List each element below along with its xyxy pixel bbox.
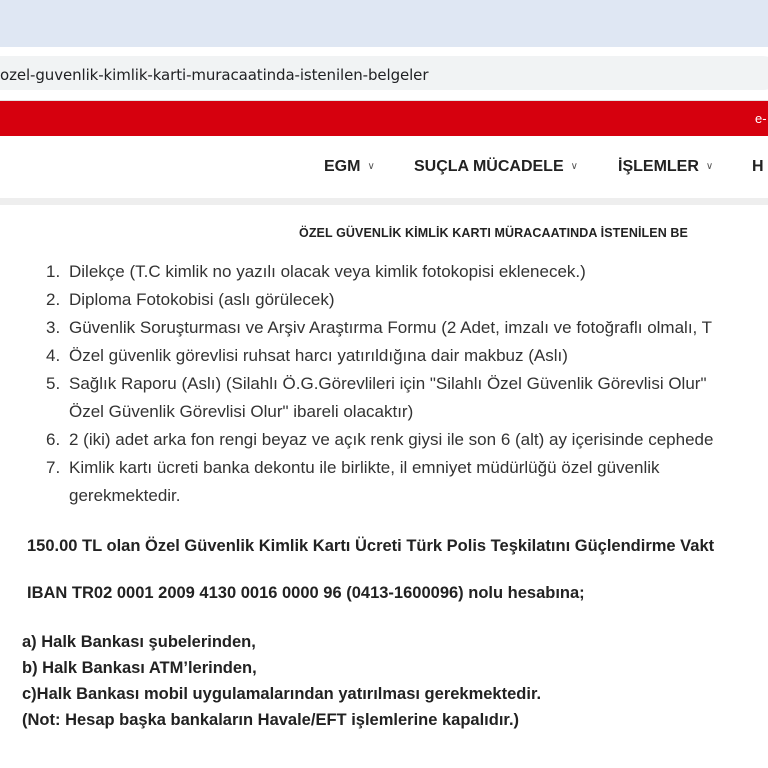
nav-item-label: SUÇLA MÜCADELE [414, 158, 564, 175]
list-number: 4. [46, 346, 61, 365]
fee-info: 150.00 TL olan Özel Güvenlik Kimlik Kartı Ücreti Türk Polis Teşkilatını Güçlendirme Vakt [27, 537, 715, 555]
browser-tab-strip [0, 0, 768, 47]
list-item [0, 258, 768, 286]
list-text-continued: Özel Güvenlik Görevlisi Olur" ibareli olacaktır) [69, 402, 414, 421]
payment-options-list [22, 629, 541, 733]
chevron-down-icon: ∨ [705, 160, 714, 172]
list-text: Sağlık Raporu (Aslı) (Silahlı Ö.G.Görevlileri için "Silahlı Özel Güvenlik Görevlisi Olur" [69, 374, 707, 393]
nav-item-label: H [752, 158, 764, 175]
chevron-down-icon: ∨ [367, 160, 375, 172]
list-item [0, 370, 768, 426]
top-bar-link[interactable]: e- [755, 111, 767, 126]
nav-item-label: İŞLEMLER [618, 158, 699, 175]
iban-info: IBAN TR02 0001 2009 4130 0016 0000 96 (0413-1600096) nolu hesabına; [27, 584, 585, 602]
nav-item-h[interactable] [752, 158, 764, 176]
list-item [0, 286, 768, 314]
main-nav [0, 136, 768, 198]
list-number: 1. [46, 262, 61, 281]
requirements-list [0, 258, 768, 510]
list-text: Kimlik kartı ücreti banka dekontu ile birlikte, il emniyet müdürlüğü özel güvenlik [69, 458, 660, 477]
nav-divider [0, 198, 768, 205]
list-number: 7. [46, 458, 61, 477]
url-text[interactable]: ozel-guvenlik-kimlik-karti-muracaatinda-istenilen-belgeler [0, 66, 429, 84]
list-item: a) Halk Bankası şubelerinden, [22, 633, 256, 651]
nav-item-sucla-mucadele[interactable] [414, 158, 578, 176]
nav-item-label: EGM [324, 158, 361, 175]
list-item: b) Halk Bankası ATM’lerinden, [22, 659, 257, 677]
list-text: Dilekçe (T.C kimlik no yazılı olacak veya kimlik fotokopisi eklenecek.) [69, 262, 586, 281]
nav-item-islemler[interactable] [618, 158, 713, 176]
nav-item-egm[interactable] [324, 158, 375, 176]
list-number: 6. [46, 430, 61, 449]
list-item [0, 426, 768, 454]
list-text: Özel güvenlik görevlisi ruhsat harcı yatırıldığına dair makbuz (Aslı) [69, 346, 568, 365]
page-title: ÖZEL GÜVENLİK KİMLİK KARTI MÜRACAATINDA İSTENİLEN BE [299, 226, 688, 240]
list-item [0, 342, 768, 370]
list-item [0, 314, 768, 342]
list-text: Güvenlik Soruşturması ve Arşiv Araştırma Formu (2 Adet, imzalı ve fotoğraflı olmalı, T [69, 318, 713, 337]
list-number: 2. [46, 290, 61, 309]
list-text-continued: gerekmektedir. [69, 486, 181, 505]
list-item: (Not: Hesap başka bankaların Havale/EFT işlemlerine kapalıdır.) [22, 711, 520, 729]
list-text: 2 (iki) adet arka fon rengi beyaz ve açık renk giysi ile son 6 (alt) ay içerisinde cephede [69, 430, 714, 449]
list-number: 5. [46, 374, 61, 393]
list-text: Diploma Fotokobisi (aslı görülecek) [69, 290, 335, 309]
top-red-bar [0, 101, 768, 136]
list-item: c)Halk Bankası mobil uygulamalarından yatırılması gerekmektedir. [22, 685, 542, 703]
list-number: 3. [46, 318, 61, 337]
chevron-down-icon: ∨ [570, 160, 578, 172]
list-item [0, 454, 768, 510]
